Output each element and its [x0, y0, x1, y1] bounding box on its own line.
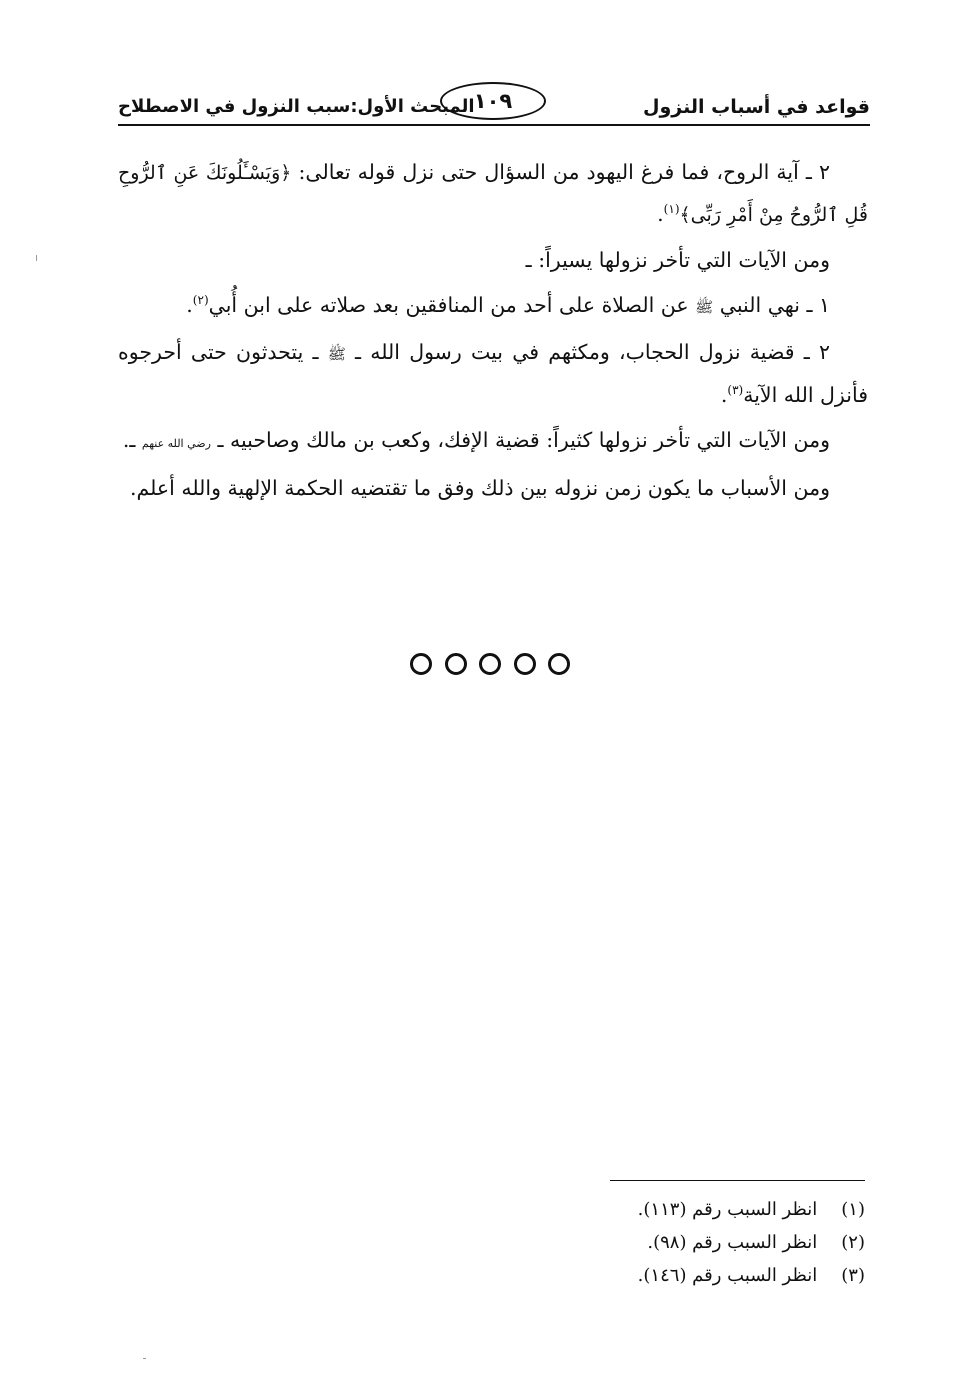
body-text — [118, 152, 868, 513]
paragraph-end: . — [720, 383, 728, 407]
footnote-number: (١) — [841, 1199, 865, 1220]
header-divider — [118, 124, 870, 126]
footnote-ref-3[interactable]: (٣) — [727, 383, 744, 398]
page-number: ١٠٩ — [440, 82, 546, 120]
ring-ornament — [445, 653, 467, 675]
paragraph-conclusion — [118, 468, 868, 509]
paragraph-prohibition — [118, 285, 868, 328]
ring-ornament — [479, 653, 501, 675]
footnote-3 — [565, 1259, 865, 1292]
footnote-1 — [565, 1193, 865, 1226]
paragraph-text: ١ ـ نهي النبي — [713, 293, 830, 317]
paragraph-end: ـ. — [122, 428, 142, 452]
quran-verse: ﴿وَيَسْـَٔلُونَكَ عَنِ ٱلرُّوحِ قُلِ ٱلرُّوحُ مِنْ أَمْرِ رَبِّى﴾ — [118, 162, 868, 226]
footnote-2 — [565, 1226, 865, 1259]
ring-ornament — [514, 653, 536, 675]
footnote-divider — [610, 1180, 865, 1181]
footnote-text: انظر السبب رقم (٩٨). — [647, 1232, 818, 1253]
footnote-text: انظر السبب رقم (١١٣). — [637, 1199, 818, 1220]
salla-glyph: ﷺ — [695, 298, 714, 316]
paragraph-text: ومن الآيات التي تأخر نزولها يسيراً: ـ — [525, 248, 830, 272]
paragraph-hijab — [118, 332, 868, 416]
paragraph-slightly-delayed — [118, 240, 868, 281]
paragraph-text: ومن الأسباب ما يكون زمن نزوله بين ذلك وفق ما تقتضيه الحكمة الإلهية والله أعلم. — [129, 476, 830, 500]
footnotes — [565, 1193, 865, 1292]
paragraph-text: ٢ ـ قضية نزول الحجاب، ومكثهم في بيت رسول الله ـ — [345, 340, 830, 364]
paragraph-text-continued: ـ يتحدثون حتى أحرجوه فأنزل الله الآية — [118, 340, 868, 407]
paragraph-end: . — [186, 293, 193, 317]
ring-ornament — [410, 653, 432, 675]
paragraph-text: ومن الآيات التي تأخر نزولها كثيراً: قضية الإفك، وكعب بن مالك وصاحبيه ـ — [210, 428, 830, 452]
ring-ornament — [548, 653, 570, 675]
salla-glyph: ﷺ — [327, 345, 346, 363]
section-title: المبحث الأول:سبب النزول في الاصطلاح — [118, 96, 475, 117]
paragraph-spirit-verse — [118, 152, 868, 236]
footnote-number: (٣) — [841, 1265, 865, 1286]
footnote-number: (٢) — [841, 1232, 865, 1253]
scan-mark — [143, 1358, 146, 1359]
paragraph-long-delayed — [118, 420, 868, 464]
footnote-text: انظر السبب رقم (١٤٦). — [637, 1265, 818, 1286]
footnote-ref-1[interactable]: (١) — [663, 202, 680, 217]
footnote-ref-2[interactable]: (٢) — [192, 293, 209, 308]
page-header — [118, 82, 870, 126]
book-title: قواعد في أسباب النزول — [642, 96, 870, 118]
section-separator — [410, 653, 570, 679]
paragraph-end: . — [657, 202, 664, 226]
scan-mark — [36, 255, 37, 261]
radi-glyph: رضي الله عنهم — [141, 437, 211, 450]
paragraph-text-continued: عن الصلاة على أحد من المنافقين بعد صلاته على ابن أُبي — [208, 293, 696, 317]
paragraph-text: ٢ ـ آية الروح، فما فرغ اليهود من السؤال حتى نزل قوله تعالى: — [291, 160, 830, 184]
